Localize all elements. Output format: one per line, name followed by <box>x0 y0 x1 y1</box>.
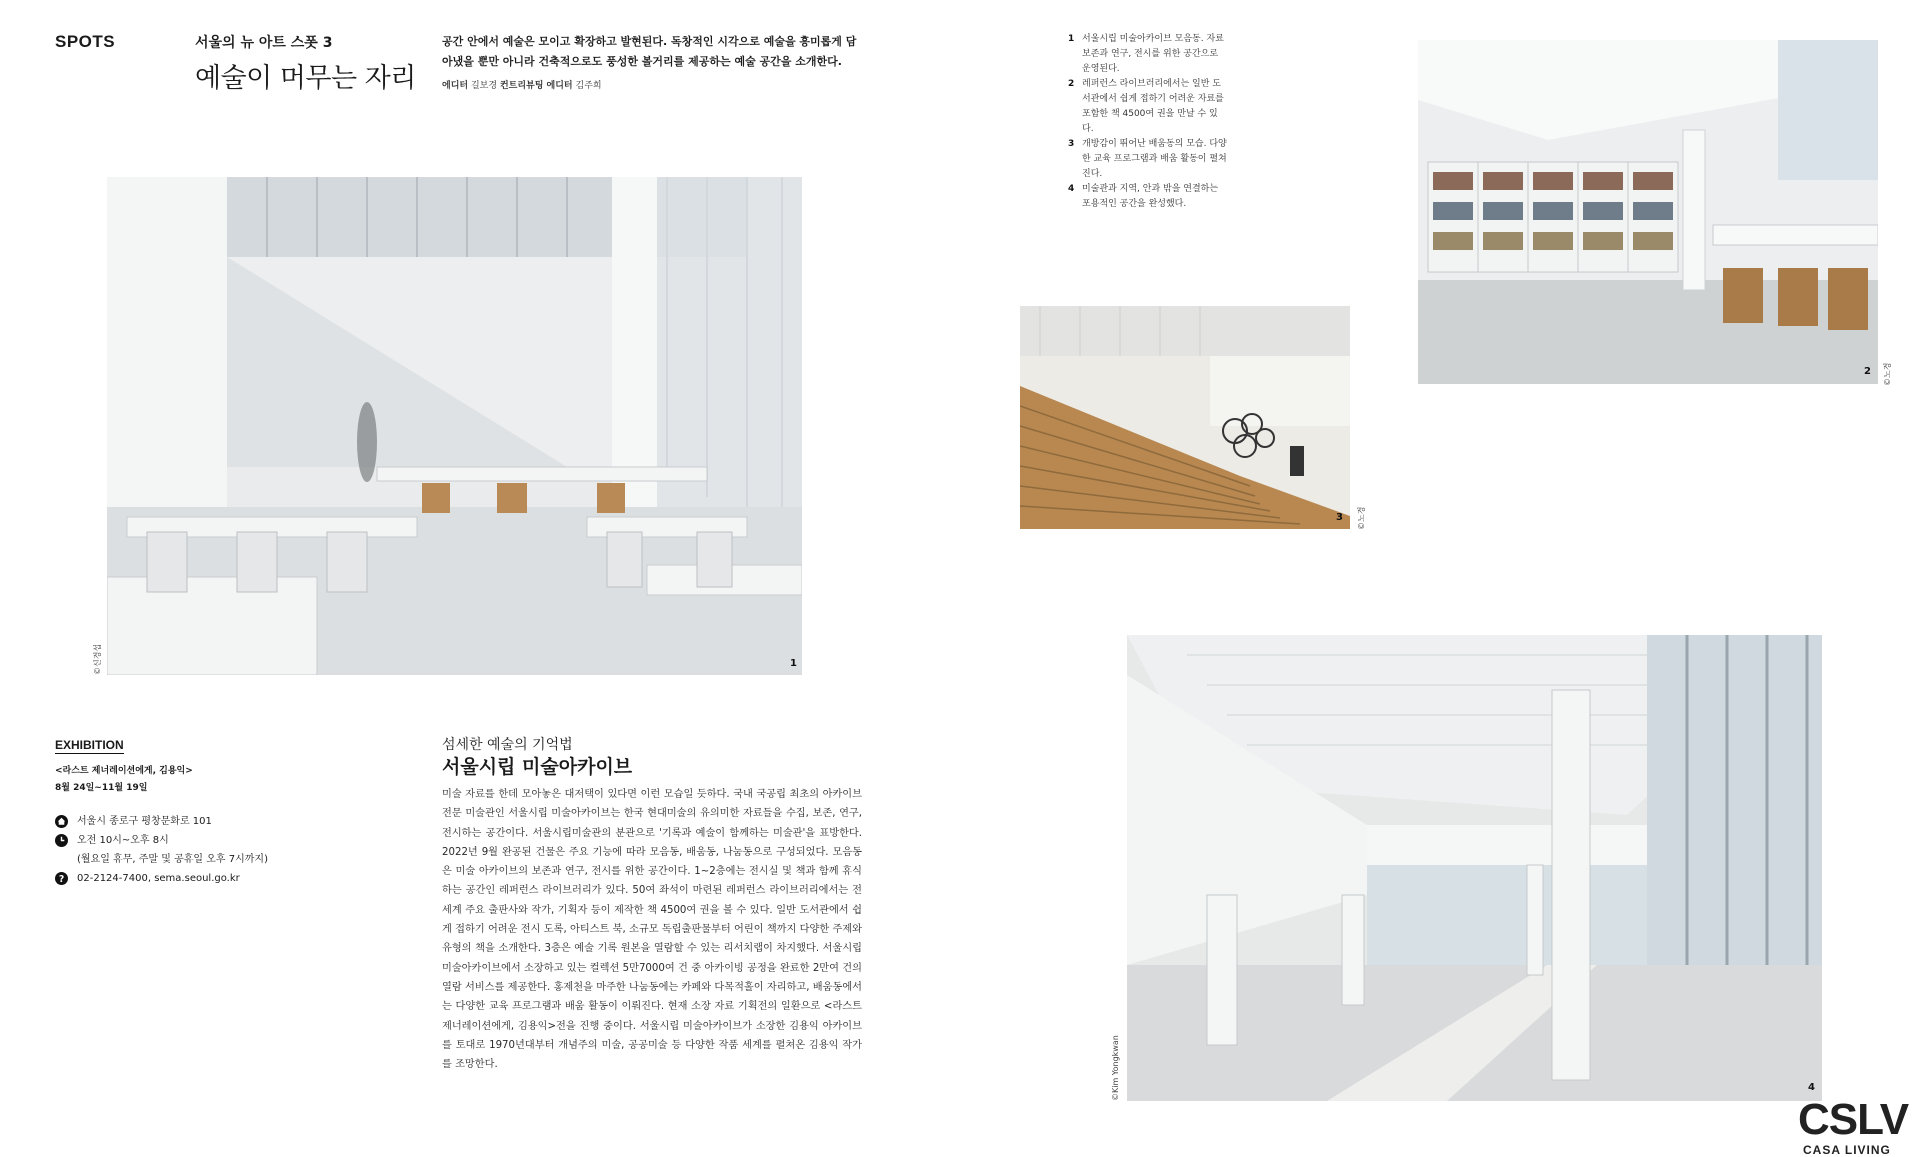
photo-captions <box>1068 32 1228 212</box>
caption-number: 1 <box>1068 34 1075 44</box>
exhibition-title: <라스트 제너레이션에게, 김용익> <box>55 766 193 776</box>
photo-1-reading-hall <box>107 177 802 675</box>
caption-text: 레퍼런스 라이브러리에서는 일반 도서관에서 쉽게 접하기 어려운 자료를 포함한 책 4500여 권을 만날 수 있다. <box>1082 79 1224 134</box>
photo-4-hall <box>1127 635 1822 1101</box>
caption-item <box>1068 77 1228 137</box>
svg-text:?: ? <box>58 873 65 885</box>
caption-number: 2 <box>1068 79 1075 89</box>
lead-paragraph: 공간 안에서 예술은 모이고 확장하고 발현된다. 독창적인 시각으로 예술을 흥미롭게 담아냈을 뿐만 아니라 건축적으로도 풍성한 볼거리를 제공하는 예술 공간을 소개한다. <box>442 35 857 68</box>
contact-row <box>55 869 268 888</box>
address-row <box>55 812 268 831</box>
caption-item <box>1068 32 1228 77</box>
photo-1-credit: ©신경섭 <box>93 643 102 675</box>
credit-contrib-name: 김주희 <box>575 81 602 91</box>
question-icon <box>55 872 68 885</box>
exhibition-label: EXHIBITION <box>55 738 124 752</box>
exhibition-info <box>55 812 268 888</box>
caption-number: 3 <box>1068 139 1075 149</box>
hours-text: 오전 10시~오후 8시 <box>77 835 169 846</box>
hours-row <box>55 831 268 850</box>
caption-text: 서울시립 미술아카이브 모음동. 자료 보존과 연구, 전시를 위한 공간으로 운영된다. <box>1082 34 1224 74</box>
caption-item <box>1068 137 1228 182</box>
photo-3-credit: ©노경 <box>1357 506 1366 530</box>
article-body: 미술 자료를 한데 모아놓은 대저택이 있다면 이런 모습일 듯하다. 국내 국공립 최초의 아카이브 전문 미술관인 서울시립 미술아카이브는 한국 현대미술의 유의미한 자료들을 수집, 보존, 연구, 전시하는 공간이다. 서울시립미술관의 분관으로 '기록과 예술이 함께하는 미술관'을 표방한다. 2022년 9월 완공된 건물은 주요 기능에 따라 모음동, 배움동, 나눔동으로 구성되었다. 모음동은 미술 아카이브의 보존과 연구, 전시를 위한 공간이다. 1~2층에는 전시실 및 책과 함께 휴식하는 공간인 레퍼런스 라이브러리가 있다. 50여 좌석이 마련된 레퍼런스 라이브러리에서는 전 세계 주요 출판사와 작가, 기획자 등이 제작한 책 4500여 권을 볼 수 있다. 일반 도서관에서 쉽게 접하기 어려운 전시 도록, 아티스트 북, 소규모 독립출판물부터 어린이 책까지 다양한 주제와 유형의 책을 소개한다. 3층은 예술 기록 원본을 열람할 수 있는 리서치랩이 차지했다. 서울시립 미술아카이브에서 소장하고 있는 컬렉션 5만7000여 건 중 아카이빙 공정을 완료한 2만여 건의 열람 서비스를 제공한다. 홍제천을 마주한 나눔동에는 카페와 다목적홀이 자리하고, 배움동에서는 다양한 교육 프로그램과 배움 활동이 이뤄진다. 현재 소장 자료 기획전의 일환으로 <라스트 제너레이션에게, 김용익>전을 진행 중이다. 서울시립 미술아카이브가 소장한 김용익 아카이브를 토대로 1970년대부터 개념주의 미술, 공공미술 등 다양한 작품 세계를 펼쳐온 김용익 작가를 조망한다. <box>442 789 862 1071</box>
photo-1-illustration <box>107 177 802 675</box>
home-icon <box>55 815 68 828</box>
photo-4-illustration <box>1127 635 1822 1101</box>
address-text: 서울시 종로구 평창문화로 101 <box>77 816 212 827</box>
photo-2-library <box>1418 40 1878 384</box>
clock-icon <box>55 834 68 847</box>
caption-item <box>1068 182 1228 212</box>
photo-2-credit: ©노경 <box>1883 362 1892 386</box>
exhibition-dates: 8월 24일~11월 19일 <box>55 783 148 793</box>
photo-2-illustration <box>1418 40 1878 384</box>
series-title: 서울의 뉴 아트 스폿 3 <box>195 35 333 51</box>
caption-text: 미술관과 지역, 안과 밖을 연결하는 포용적인 공간을 완성했다. <box>1082 184 1219 209</box>
closed-text: (월요일 휴무, 주말 및 공휴일 오후 7시까지) <box>77 854 268 865</box>
photo-2-number: 2 <box>1864 366 1871 377</box>
page-title: 예술이 머무는 자리 <box>195 63 416 94</box>
credit-editor-name: 길보경 <box>470 81 498 91</box>
section-label: SPOTS <box>55 32 116 51</box>
photo-4-credit: ©Kim Yongkwan <box>1111 1035 1120 1101</box>
article-kicker: 섬세한 예술의 기억법 <box>442 737 573 753</box>
photo-1-number: 1 <box>790 658 797 669</box>
credit-editor-label: 에디터 <box>442 81 469 91</box>
magazine-logo: CSLV <box>1798 1095 1909 1144</box>
credit-contrib-label: 컨트리뷰팅 에디터 <box>499 81 573 91</box>
photo-3-number: 3 <box>1336 512 1343 523</box>
caption-text: 개방감이 뛰어난 배움동의 모습. 다양한 교육 프로그램과 배움 활동이 펼쳐진다. <box>1082 139 1227 179</box>
article-headline: 서울시립 미술아카이브 <box>442 756 633 778</box>
contact-text: 02-2124-7400, sema.seoul.go.kr <box>77 873 240 884</box>
photo-3-stairs <box>1020 306 1350 529</box>
magazine-logo-sub: CASA LIVING <box>1803 1143 1891 1157</box>
closed-row <box>55 850 268 869</box>
caption-number: 4 <box>1068 184 1075 194</box>
photo-4-number: 4 <box>1808 1082 1815 1093</box>
photo-3-illustration <box>1020 306 1350 529</box>
credits <box>442 78 602 91</box>
